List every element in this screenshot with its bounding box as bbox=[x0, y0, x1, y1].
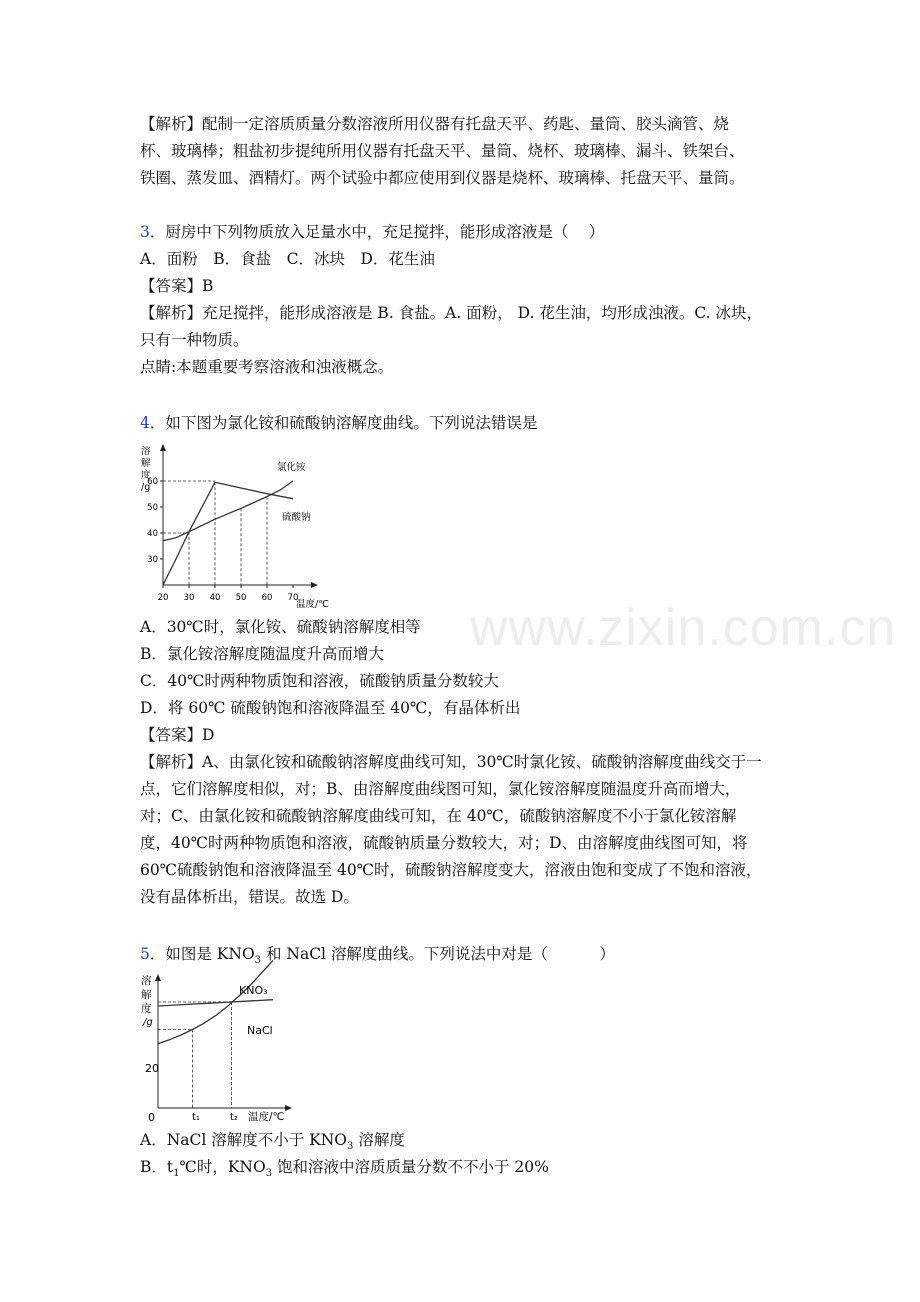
q4-y-label-char: 溶 bbox=[141, 446, 151, 457]
q4-analysis-line-1: 【解析】A、由氯化铵和硫酸钠溶解度曲线可知，30℃时氯化铵、硫酸钠溶解度曲线交于一 bbox=[140, 753, 762, 771]
q5-y-tick-20: 20 bbox=[145, 1062, 159, 1075]
q4-curve-ammonium-chloride bbox=[163, 481, 293, 541]
q4-series-label-sodium-sulfate: 硫酸钠 bbox=[282, 512, 311, 523]
q4-chart-svg bbox=[138, 440, 329, 612]
q4-stem-text: ．如下图为氯化铵和硫酸钠溶解度曲线。下列说法错误是 bbox=[149, 414, 538, 432]
watermark: www.zixin.com.cn bbox=[470, 599, 897, 657]
q4-x-axis-arrow bbox=[311, 582, 318, 588]
q4-x-label: 温度/℃ bbox=[296, 599, 329, 610]
q4-analysis-line-2: 点，它们溶解度相似，对；B、由溶解度曲线图可知，氯化铵溶解度随温度升高而增大， bbox=[140, 780, 741, 798]
q4-option-b: B．氯化铵溶解度随温度升高而增大 bbox=[140, 645, 384, 663]
q2-analysis-line-3: 铁圈、蒸发皿、酒精灯。两个试验中都应使用到仪器是烧杯、玻璃棒、托盘天平、量筒。 bbox=[140, 169, 745, 187]
q4-y-tick-label: 30 bbox=[147, 555, 158, 565]
q4-stem bbox=[140, 413, 537, 433]
q2-analysis-line-1: 【解析】配制一定溶质质量分数溶液所用仪器有托盘天平、药匙、量筒、胶头滴管、烧 bbox=[140, 115, 730, 133]
q5-chart-svg bbox=[140, 970, 300, 1122]
q4-y-tick-label: 40 bbox=[147, 529, 158, 539]
q4-option-c: C．40℃时两种物质饱和溶液，硫酸钠质量分数较大 bbox=[140, 672, 499, 690]
q5-y-label-char: 度 bbox=[141, 1003, 152, 1015]
q4-y-label-char: 解 bbox=[141, 458, 151, 469]
q3-analysis-line-2: 只有一种物质。 bbox=[140, 331, 249, 349]
q5-option-b-subscript: 3 bbox=[265, 1168, 273, 1180]
q4-x-tick-label: 30 bbox=[183, 593, 195, 603]
q4-x-tick-label: 50 bbox=[235, 593, 247, 603]
q4-analysis-line-5: 60℃硫酸钠饱和溶液降温至 40℃时，硫酸钠溶解度变大，溶液由饱和变成了不饱和溶液， bbox=[140, 861, 762, 879]
q5-y-axis-arrow bbox=[155, 974, 161, 981]
q5-series-label-kno3: KNO₃ bbox=[239, 984, 268, 997]
q5-option-b-subscript: 1 bbox=[173, 1168, 180, 1180]
q5-x-tick-0: 0 bbox=[148, 1111, 155, 1124]
q3-options: A．面粉 B．食盐 C．冰块 D．花生油 bbox=[140, 250, 435, 268]
q5-x-label: 温度/℃ bbox=[248, 1111, 285, 1123]
q4-y-label-char: /g bbox=[141, 482, 151, 493]
q4-curve-sodium-sulfate bbox=[163, 482, 293, 585]
q3-stem-text: ．厨房中下列物质放入足量水中，充足搅拌，能形成溶液是（ ） bbox=[149, 223, 605, 241]
q3-analysis-line-1: 【解析】充足搅拌，能形成溶液是 B. 食盐。A. 面粉， D. 花生油，均形成浊液。C. 冰块， bbox=[140, 304, 763, 322]
q5-option-b bbox=[140, 1157, 549, 1184]
q5-stem bbox=[140, 944, 615, 971]
q5-option-a-part: A．NaCl 溶解度不小于 KNO bbox=[140, 1131, 348, 1149]
q5-option-a bbox=[140, 1130, 405, 1157]
q3-number: 3 bbox=[140, 223, 150, 241]
q3-tip: 点睛:本题重要考察溶液和浊液概念。 bbox=[140, 358, 394, 376]
q5-stem-subscript: 3 bbox=[254, 955, 262, 967]
q4-x-tick-label: 70 bbox=[287, 593, 299, 603]
q5-y-label bbox=[141, 974, 153, 1028]
q4-analysis-line-4: 度，40℃时两种物质饱和溶液，硫酸钠质量分数较大，对；D、由溶解度曲线图可知，将 bbox=[140, 834, 748, 852]
q4-series-label-ammonium-chloride: 氯化铵 bbox=[277, 462, 306, 473]
q5-option-b-part: B．t bbox=[140, 1158, 174, 1176]
q5-option-a-subscript: 3 bbox=[347, 1141, 354, 1153]
q4-analysis-line-6: 没有晶体析出，错误。故选 D。 bbox=[140, 888, 359, 906]
q5-curve-nacl bbox=[158, 1000, 273, 1006]
q2-analysis-line-2: 杯、玻璃棒；粗盐初步提纯所用仪器有托盘天平、量筒、烧杯、玻璃棒、漏斗、铁架台、 bbox=[140, 142, 745, 160]
q4-number: 4 bbox=[140, 414, 150, 432]
q5-y-label-char: 溶 bbox=[141, 975, 152, 987]
q5-y-label-char: /g bbox=[143, 1017, 153, 1028]
q5-stem-part: ．如图是 KNO bbox=[149, 945, 255, 963]
q4-y-tick-label: 60 bbox=[147, 477, 158, 487]
q3-stem bbox=[140, 222, 604, 242]
q4-x-tick-label: 20 bbox=[157, 593, 169, 603]
q4-option-a: A．30℃时，氯化铵、硫酸钠溶解度相等 bbox=[140, 618, 421, 636]
q4-analysis-line-3: 对；C、由氯化铵和硫酸钠溶解度曲线可知，在 40℃，硫酸钠溶解度不小于氯化铵溶解 bbox=[140, 807, 737, 825]
q5-option-b-part: 饱和溶液中溶质质量分数不不小于 20% bbox=[272, 1158, 549, 1176]
q4-y-label-char: 度 bbox=[141, 470, 151, 481]
q5-series-label-nacl: NaCl bbox=[247, 1024, 273, 1037]
q5-solubility-chart bbox=[140, 970, 300, 1122]
q5-x-axis-arrow bbox=[285, 1105, 292, 1111]
q5-y-label-char: 解 bbox=[141, 989, 152, 1001]
q4-x-tick-label: 40 bbox=[209, 593, 221, 603]
q5-option-a-part: 溶解度 bbox=[353, 1131, 405, 1149]
q4-solubility-chart bbox=[138, 440, 329, 612]
q5-x-tick-t2: t₂ bbox=[230, 1112, 238, 1123]
q5-number: 5 bbox=[140, 945, 150, 963]
q4-y-tick-label: 50 bbox=[147, 503, 158, 513]
q4-x-tick-label: 60 bbox=[261, 593, 273, 603]
q4-answer: 【答案】D bbox=[140, 726, 215, 744]
q3-answer: 【答案】B bbox=[140, 277, 214, 295]
q5-option-b-part: ℃时，KNO bbox=[179, 1158, 266, 1176]
q4-option-d: D．将 60℃ 硫酸钠饱和溶液降温至 40℃，有晶体析出 bbox=[140, 699, 521, 717]
q5-x-tick-t1: t₁ bbox=[192, 1112, 200, 1123]
q5-stem-part: 和 NaCl 溶解度曲线。下列说法中对是（ ） bbox=[261, 945, 615, 963]
q4-y-axis-arrow bbox=[160, 444, 166, 451]
